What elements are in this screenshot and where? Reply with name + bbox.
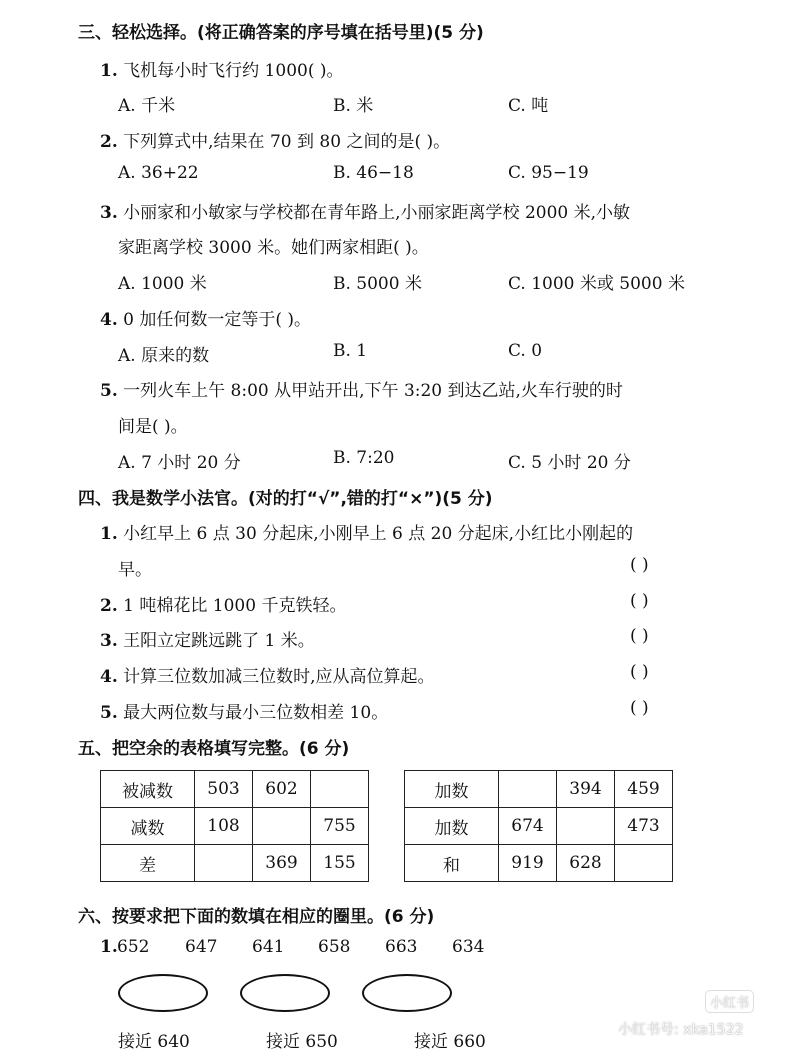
- question-number: 2.: [100, 132, 118, 152]
- question-number: 4.: [100, 310, 118, 330]
- table-cell[interactable]: [615, 845, 673, 882]
- table-row-header: 被减数: [101, 771, 195, 808]
- answer-parenthesis[interactable]: ( ): [630, 662, 649, 682]
- judge-item-4: [100, 662, 435, 687]
- option-a: A. 7 小时 20 分: [118, 453, 241, 473]
- table-cell[interactable]: 919: [499, 845, 557, 882]
- question-text-cont: 家距离学校 3000 米。她们两家相距( )。: [118, 238, 429, 258]
- table-row-header: 加数: [405, 808, 499, 845]
- answer-circle-650[interactable]: [240, 974, 330, 1012]
- option-b: B. 1: [333, 341, 368, 361]
- table-cell[interactable]: 108: [195, 808, 253, 845]
- question-text: 王阳立定跳远跳了 1 米。: [123, 631, 315, 651]
- option-b: B. 7:20: [333, 448, 395, 468]
- question-text: 下列算式中,结果在 70 到 80 之间的是( )。: [123, 132, 451, 152]
- judge-item-2: [100, 591, 346, 616]
- number-item: 647: [185, 937, 218, 957]
- table-cell[interactable]: 459: [615, 771, 673, 808]
- table-row-header: 加数: [405, 771, 499, 808]
- judge-item-5: [100, 698, 388, 723]
- answer-circle-660[interactable]: [362, 974, 452, 1012]
- answer-parenthesis[interactable]: ( ): [630, 626, 649, 646]
- option-a: A. 原来的数: [118, 346, 210, 366]
- question-text: 1 吨棉花比 1000 千克铁轻。: [123, 596, 347, 616]
- option-c: C. 0: [508, 341, 543, 361]
- table-cell[interactable]: 369: [253, 845, 311, 882]
- section-5-heading: 五、把空余的表格填写完整。(6 分): [78, 739, 350, 759]
- table-cell[interactable]: 755: [311, 808, 369, 845]
- question-3-1: [100, 56, 344, 81]
- table-cell[interactable]: [253, 808, 311, 845]
- circle-label: 接近 650: [266, 1032, 338, 1052]
- table-row: [101, 845, 369, 882]
- section-3-heading: 三、轻松选择。(将正确答案的序号填在括号里)(5 分): [78, 23, 484, 43]
- table-cell[interactable]: [195, 845, 253, 882]
- question-number: 1.: [100, 524, 118, 544]
- table-cell[interactable]: 602: [253, 771, 311, 808]
- question-number: 4.: [100, 667, 118, 687]
- table-row-header: 差: [101, 845, 195, 882]
- option-a: A. 36+22: [118, 163, 199, 183]
- number-item: 641: [252, 937, 285, 957]
- question-3-2: [100, 127, 450, 152]
- option-a: A. 千米: [118, 96, 176, 116]
- table-cell[interactable]: [311, 771, 369, 808]
- circle-label: 接近 660: [414, 1032, 486, 1052]
- question-number: 1.: [100, 937, 118, 957]
- table-row: [405, 771, 673, 808]
- question-text: 最大两位数与最小三位数相差 10。: [123, 703, 389, 723]
- number-item: 652: [117, 937, 150, 957]
- question-text: 一列火车上午 8:00 从甲站开出,下午 3:20 到达乙站,火车行驶的时: [123, 381, 623, 401]
- section-4-heading: 四、我是数学小法官。(对的打“√”,错的打“×”)(5 分): [78, 489, 493, 509]
- option-c: C. 1000 米或 5000 米: [508, 274, 685, 294]
- table-row-header: 减数: [101, 808, 195, 845]
- number-item: 658: [318, 937, 351, 957]
- option-b: B. 5000 米: [333, 274, 422, 294]
- answer-parenthesis[interactable]: ( ): [630, 555, 649, 575]
- question-3-3: [100, 198, 630, 223]
- option-b: B. 46−18: [333, 163, 414, 183]
- table-cell[interactable]: 674: [499, 808, 557, 845]
- option-b: B. 米: [333, 96, 374, 116]
- subtraction-table: [100, 770, 369, 882]
- table-row-header: 和: [405, 845, 499, 882]
- table-cell[interactable]: 628: [557, 845, 615, 882]
- option-c: C. 5 小时 20 分: [508, 453, 631, 473]
- option-c: C. 95−19: [508, 163, 589, 183]
- section-6-heading: 六、按要求把下面的数填在相应的圈里。(6 分): [78, 907, 435, 927]
- question-text: 飞机每小时飞行约 1000( )。: [123, 61, 344, 81]
- option-a: A. 1000 米: [118, 274, 207, 294]
- question-number: 5.: [100, 703, 118, 723]
- number-item: 663: [385, 937, 418, 957]
- question-3-4: [100, 305, 311, 330]
- number-item: 634: [452, 937, 485, 957]
- judge-item-1: [100, 519, 633, 544]
- question-text: 0 加任何数一定等于( )。: [123, 310, 312, 330]
- watermark-logo: 小红书: [705, 990, 754, 1013]
- question-text: 计算三位数加减三位数时,应从高位算起。: [123, 667, 435, 687]
- table-row: [101, 808, 369, 845]
- table-cell[interactable]: 394: [557, 771, 615, 808]
- answer-parenthesis[interactable]: ( ): [630, 591, 649, 611]
- circle-label: 接近 640: [118, 1032, 190, 1052]
- table-cell[interactable]: [557, 808, 615, 845]
- question-number: 1.: [100, 61, 118, 81]
- table-cell[interactable]: 155: [311, 845, 369, 882]
- table-cell[interactable]: 473: [615, 808, 673, 845]
- table-cell[interactable]: [499, 771, 557, 808]
- table-row: [405, 808, 673, 845]
- question-number: 2.: [100, 596, 118, 616]
- question-text: 小红早上 6 点 30 分起床,小刚早上 6 点 20 分起床,小红比小刚起的: [123, 524, 634, 544]
- answer-parenthesis[interactable]: ( ): [630, 698, 649, 718]
- table-row: [101, 771, 369, 808]
- table-cell[interactable]: 503: [195, 771, 253, 808]
- watermark-id: 小红书号: xka1522: [618, 1022, 744, 1038]
- question-number: 3.: [100, 631, 118, 651]
- question-number: 5.: [100, 381, 118, 401]
- addition-table: [404, 770, 673, 882]
- question-text-cont: 间是( )。: [118, 417, 188, 437]
- question-3-5: [100, 376, 623, 401]
- option-c: C. 吨: [508, 96, 549, 116]
- question-text-cont: 早。: [118, 560, 152, 580]
- question-text: 小丽家和小敏家与学校都在青年路上,小丽家距离学校 2000 米,小敏: [123, 203, 631, 223]
- question-number: 3.: [100, 203, 118, 223]
- judge-item-3: [100, 626, 315, 651]
- answer-circle-640[interactable]: [118, 974, 208, 1012]
- table-row: [405, 845, 673, 882]
